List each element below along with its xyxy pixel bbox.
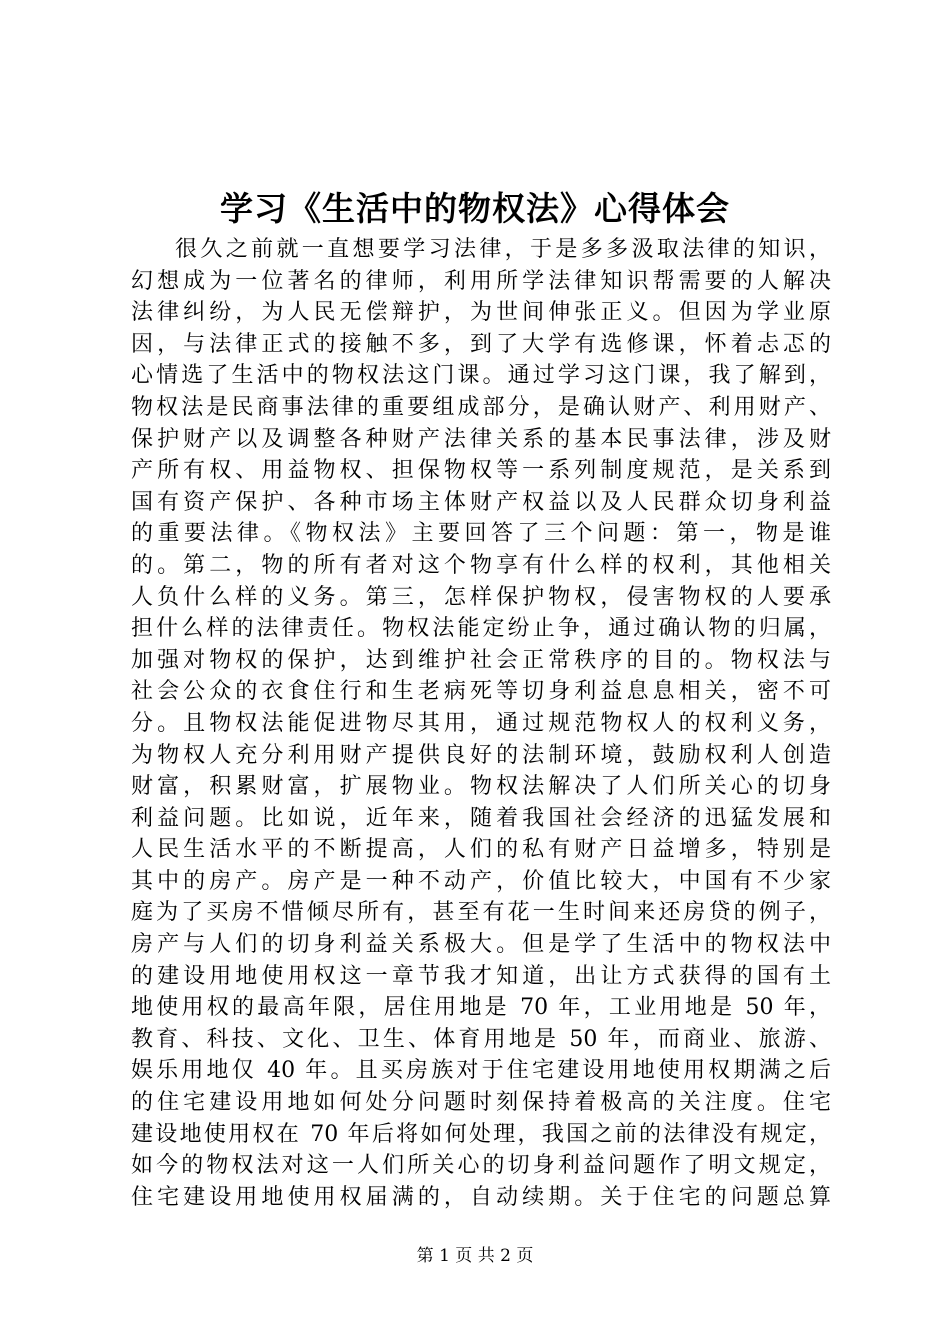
body-text-line: 教育、科技、文化、卫生、体育用地是 50 年，而商业、旅游、 xyxy=(131,1026,831,1052)
body-text-line: 担什么样的法律责任。物权法能定纷止争，通过确认物的归属， xyxy=(131,616,831,642)
body-text-line: 法律纠纷，为人民无偿辩护，为世间伸张正义。但因为学业原 xyxy=(131,300,831,326)
document-title: 学习《生活中的物权法》心得体会 xyxy=(220,189,730,228)
body-text-line: 保护财产以及调整各种财产法律关系的基本民事法律，涉及财 xyxy=(131,426,831,452)
body-text-line: 的住宅建设用地如何处分问题时刻保持着极高的关注度。住宅 xyxy=(131,1090,831,1116)
body-text-line: 社会公众的衣食住行和生老病死等切身利益息息相关，密不可 xyxy=(131,679,831,705)
body-text-line: 建设地使用权在 70 年后将如何处理，我国之前的法律没有规定， xyxy=(131,1121,831,1147)
document-body xyxy=(131,234,831,1213)
body-text-line: 加强对物权的保护，达到维护社会正常秩序的目的。物权法与 xyxy=(131,647,831,673)
body-text-line: 其中的房产。房产是一种不动产，价值比较大，中国有不少家 xyxy=(131,868,831,894)
body-text-line: 物权法是民商事法律的重要组成部分，是确认财产、利用财产、 xyxy=(131,394,831,420)
body-text-line: 因，与法律正式的接触不多，到了大学有选修课，怀着忐忑的 xyxy=(131,331,831,357)
body-text-line: 分。且物权法能促进物尽其用，通过规范物权人的权利义务， xyxy=(131,710,831,736)
body-text-line: 利益问题。比如说，近年来，随着我国社会经济的迅猛发展和 xyxy=(131,805,831,831)
body-text-line: 如今的物权法对这一人们所关心的切身利益问题作了明文规定， xyxy=(131,1153,831,1179)
body-text-line: 财富，积累财富，扩展物业。物权法解决了人们所关心的切身 xyxy=(131,774,831,800)
body-text-line: 心情选了生活中的物权法这门课。通过学习这门课，我了解到， xyxy=(131,363,831,389)
body-text-line: 产所有权、用益物权、担保物权等一系列制度规范，是关系到 xyxy=(131,458,831,484)
page-footer: 第 1 页 共 2 页 xyxy=(416,1246,534,1266)
body-text-line: 人负什么样的义务。第三，怎样保护物权，侵害物权的人要承 xyxy=(131,584,831,610)
body-text-line: 地使用权的最高年限，居住用地是 70 年，工业用地是 50 年， xyxy=(131,995,831,1021)
body-text-line: 的重要法律。《物权法》主要回答了三个问题：第一，物是谁 xyxy=(131,521,831,547)
body-text-line: 国有资产保护、各种市场主体财产权益以及人民群众切身利益 xyxy=(131,489,831,515)
body-text-line: 很久之前就一直想要学习法律，于是多多汲取法律的知识， xyxy=(175,237,831,262)
body-text-line: 为物权人充分利用财产提供良好的法制环境，鼓励权利人创造 xyxy=(131,742,831,768)
body-text-line: 房产与人们的切身利益关系极大。但是学了生活中的物权法中 xyxy=(131,932,831,958)
body-text-line: 娱乐用地仅 40 年。且买房族对于住宅建设用地使用权期满之后 xyxy=(131,1058,831,1084)
body-text-line: 幻想成为一位著名的律师，利用所学法律知识帮需要的人解决 xyxy=(131,268,831,294)
body-text-line: 住宅建设用地使用权届满的，自动续期。关于住宅的问题总算 xyxy=(131,1184,831,1210)
body-text-line: 的。第二，物的所有者对这个物享有什么样的权利，其他相关 xyxy=(131,552,831,578)
body-text-line: 庭为了买房不惜倾尽所有，甚至有花一生时间来还房贷的例子， xyxy=(131,900,831,926)
body-text-line: 的建设用地使用权这一章节我才知道，出让方式获得的国有土 xyxy=(131,963,831,989)
body-text-line: 人民生活水平的不断提高，人们的私有财产日益增多，特别是 xyxy=(131,837,831,863)
